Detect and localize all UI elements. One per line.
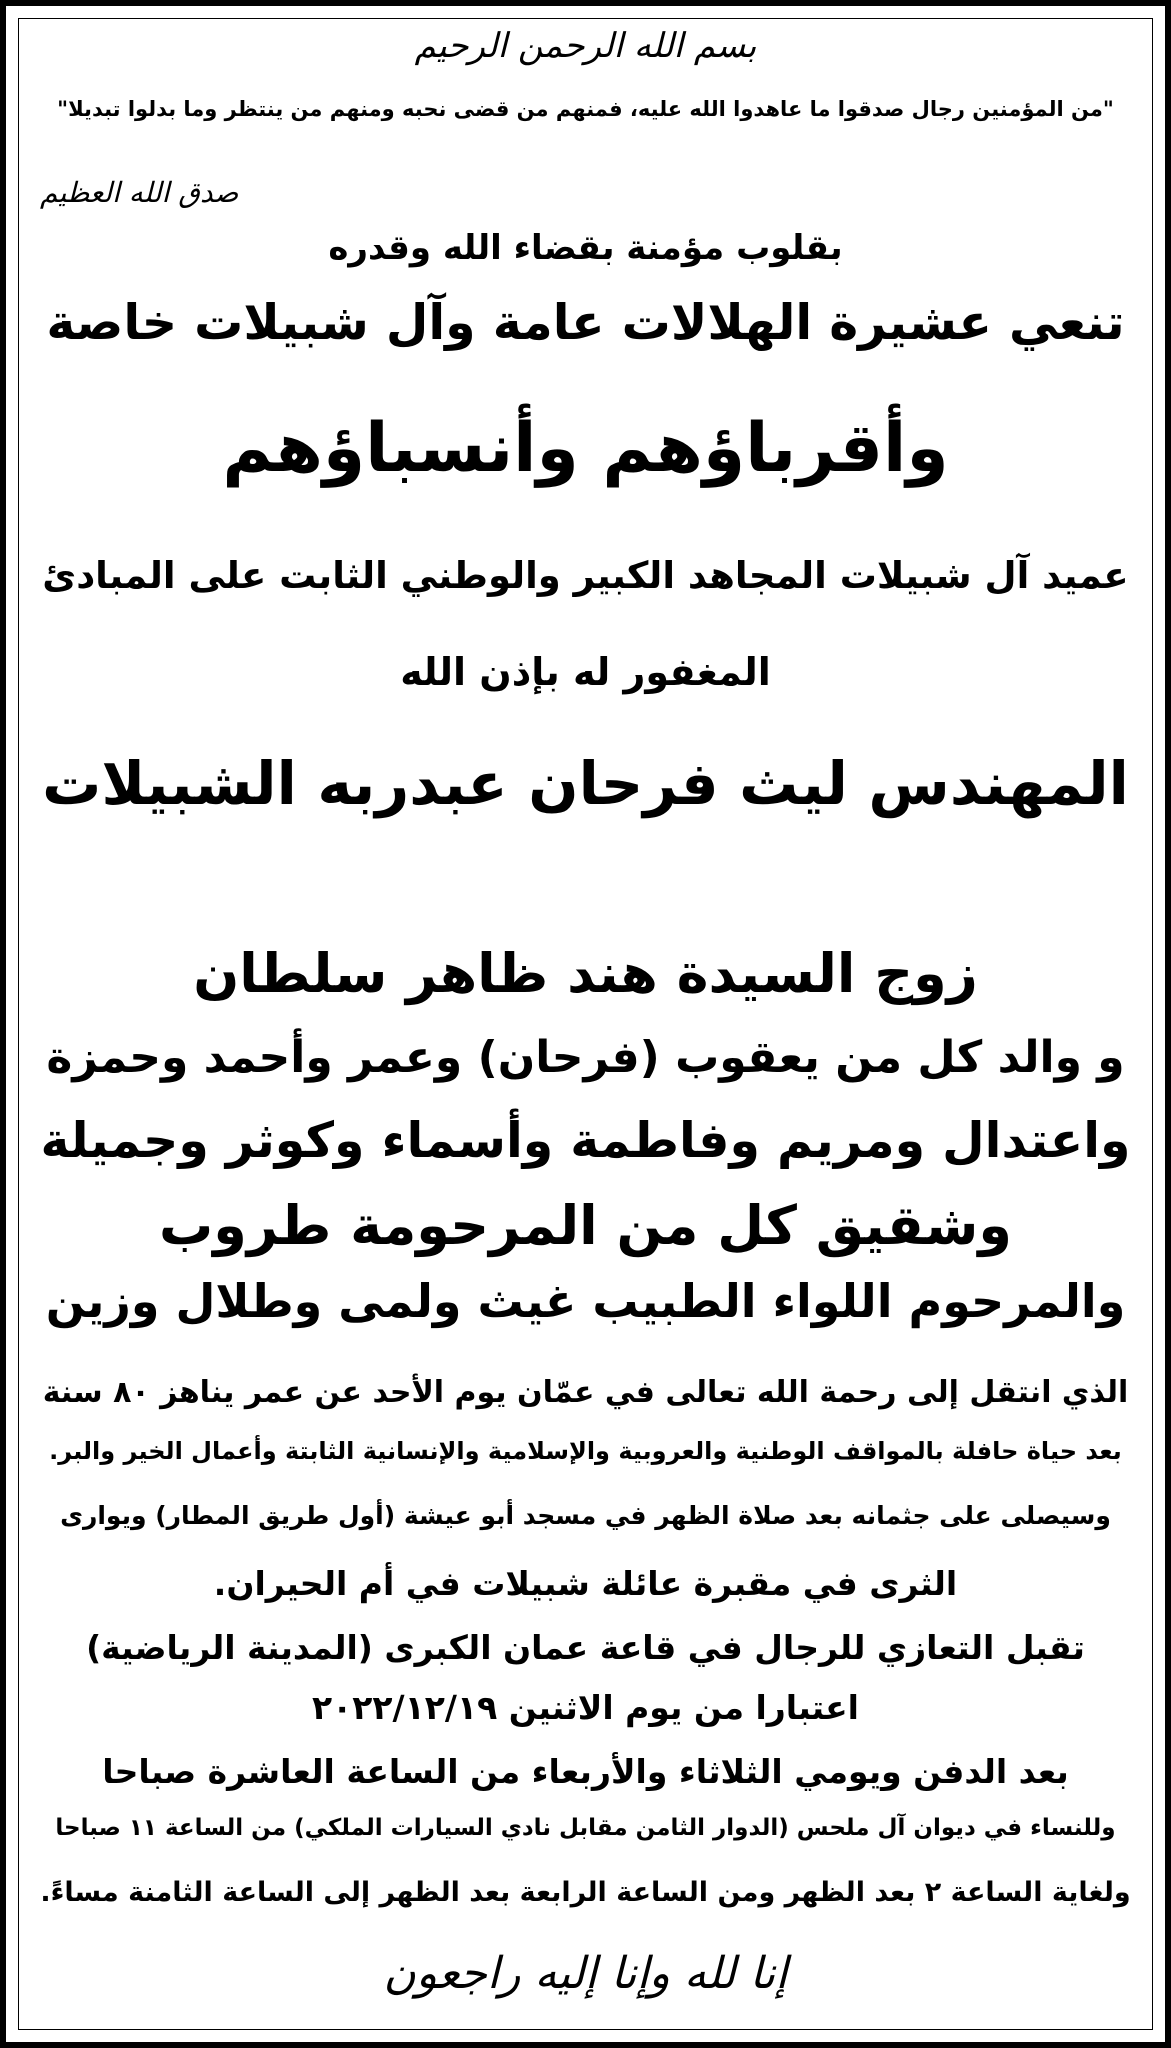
family-line: و والد كل من يعقوب (فرحان) وعمر وأحمد وحمزة [46, 1032, 1125, 1083]
detail-line: الذي انتقل إلى رحمة الله تعالى في عمّان يوم الأحد عن عمر يناهز ٨٠ سنة [42, 1375, 1129, 1410]
detail-line: بعد حياة حافلة بالمواقف الوطنية والعروبية والإسلامية والإنسانية الثابتة وأعمال الخير والبر. [49, 1437, 1122, 1465]
announcement-heading-line-2: وأقرباؤهم وأنسباؤهم [222, 409, 949, 488]
detail-line: تقبل التعازي للرجال في قاعة عمان الكبرى (المدينة الرياضية) [86, 1628, 1085, 1667]
quran-verse: "من المؤمنين رجال صدقوا ما عاهدوا الله عليه، فمنهم من قضى نحبه ومنهم من ينتظر وما بدلوا تبديلا" [57, 97, 1114, 121]
family-line: واعتدال ومريم وفاطمة وأسماء وكوثر وجميلة [40, 1112, 1131, 1169]
announcement-heading-line-1: تنعي عشيرة الهلالات عامة وآل شبيلات خاصة [46, 294, 1125, 351]
deceased-description: عميد آل شبيلات المجاهد الكبير والوطني الثابت على المبادئ [42, 554, 1129, 597]
detail-line: وللنساء في ديوان آل ملحس (الدوار الثامن مقابل نادي السيارات الملكي) من الساعة ١١ صباحا [55, 1815, 1116, 1841]
detail-line: الثرى في مقبرة عائلة شبيلات في أم الحيران. [213, 1564, 958, 1603]
detail-line: وسيصلى على جثمانه بعد صلاة الظهر في مسجد أبو عيشة (أول طريق المطار) ويوارى [60, 1501, 1111, 1530]
basmala: بسم الله الرحمن الرحيم [414, 26, 757, 66]
family-line: وشقيق كل من المرحومة طروب [159, 1194, 1012, 1257]
detail-line: ولغاية الساعة ٢ بعد الظهر ومن الساعة الرابعة بعد الظهر إلى الساعة الثامنة مساءً. [40, 1877, 1131, 1908]
family-line: والمرحوم اللواء الطبيب غيث ولمى وطلال وزين [45, 1274, 1126, 1328]
detail-line: بعد الدفن ويومي الثلاثاء والأربعاء من الساعة العاشرة صباحا [102, 1752, 1069, 1791]
maghfur-label: المغفور له بإذن الله [400, 650, 771, 694]
deceased-name: المهندس ليث فرحان عبدربه الشبيلات [42, 749, 1129, 818]
family-line: زوج السيدة هند ظاهر سلطان [193, 942, 978, 1005]
sadaqa-allah: صدق الله العظيم [40, 176, 239, 209]
closing-istirja: إنا لله وإنا إليه راجعون [383, 1948, 788, 1999]
detail-line: اعتبارا من يوم الاثنين ٢٠٢٢/١٢/١٩ [311, 1688, 859, 1727]
intro-line: بقلوب مؤمنة بقضاء الله وقدره [328, 228, 843, 268]
